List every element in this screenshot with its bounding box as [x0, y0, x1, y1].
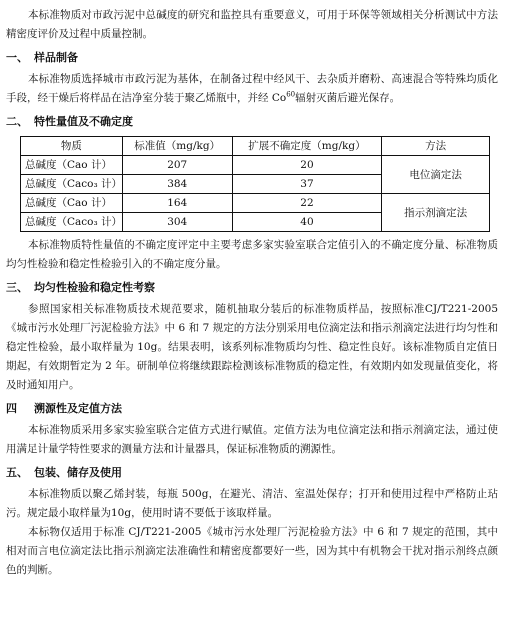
- substance-cell: 总碱度（Caco₃ 计）: [21, 213, 123, 232]
- section-4-paragraph: 本标准物质采用多家实验室联合定值方式进行赋值。定值方法为电位滴定法和指示剂滴定法，通过使用满足计量学特性要求的测量方法和计量器具，保证标准物质的溯源性。: [6, 424, 498, 455]
- table-row: [21, 156, 490, 175]
- section-number: 二、: [6, 115, 28, 128]
- section-2-note: 本标准物质特性量值的不确定度评定中主要考虑多家实验室联合定值引入的不确定度分量、标准物质均匀性检验和稳定性检验引入的不确定度分量。: [6, 239, 498, 270]
- value-cell: 207: [122, 156, 232, 175]
- section-1-heading: [6, 48, 498, 68]
- section-4-heading: [6, 399, 498, 419]
- table-row: [21, 194, 490, 213]
- uncertainty-cell: 20: [232, 156, 382, 175]
- value-cell: 384: [122, 175, 232, 194]
- section-5-paragraph-2: 本标物仅适用于标准 CJ/T221-2005《城市污水处理厂污泥检验方法》中 6 和 7 规定的范围，其中相对而言电位滴定法比指示剂滴定法准确性和精密度都要好一些，因为其中有机物会干扰对指示剂终点颜色的判断。: [6, 526, 498, 576]
- section-3-heading: [6, 278, 498, 298]
- section-5-heading: [6, 463, 498, 483]
- uncertainty-cell: 37: [232, 175, 382, 194]
- substance-cell: 总碱度（Cao 计）: [21, 156, 123, 175]
- section-title: 溯源性及定值方法: [34, 402, 122, 415]
- section-2-heading: [6, 112, 498, 132]
- header-cell: 标准值（mg/kg）: [122, 137, 232, 156]
- section-1-paragraph: [6, 70, 498, 108]
- table-header-row: [21, 137, 490, 156]
- value-cell: 164: [122, 194, 232, 213]
- section-number: 四: [6, 402, 17, 415]
- text-fragment: 本标准物质选择城市市政污泥为基体，在制备过程中经风干、去杂质并磨粉、高速混合等特殊均质化手段，经干燥后将样品在洁净室分装于聚乙烯瓶中，并经 Co: [6, 73, 498, 104]
- header-cell: 扩展不确定度（mg/kg）: [232, 137, 382, 156]
- section-3-paragraph: 参照国家相关标准物质技术规范要求，随机抽取分装后的标准物质样品，按照标准CJ/T221-2005《城市污水处理厂污泥检验方法》中 6 和 7 规定的方法分别采用电位滴定法和指示剂滴定法进行均匀性和稳定性检验，最小取样量为 10g。结果表明，该系列标准物质均匀性、稳定性良好。该标准物质自定值日期起，有效期暂定为 2 年。研制单位将继续跟踪检测该标准物质的稳定性，有效期内如发现量值变化，将及时通知用户。: [6, 303, 498, 391]
- intro-paragraph: 本标准物质对市政污泥中总碱度的研究和监控具有重要意义，可用于环保等领域相关分析测试中方法精密度评价及过程中质量控制。: [6, 9, 498, 40]
- superscript-60: 60: [286, 90, 296, 99]
- section-number: 三、: [6, 281, 28, 294]
- uncertainty-cell: 22: [232, 194, 382, 213]
- method-cell: 指示剂滴定法: [382, 194, 490, 232]
- substance-cell: 总碱度（Cao 计）: [21, 194, 123, 213]
- section-title: 包装、储存及使用: [34, 466, 122, 479]
- property-values-table: [20, 136, 490, 232]
- substance-cell: 总碱度（Caco₃ 计）: [21, 175, 123, 194]
- section-title: 样品制备: [34, 51, 78, 64]
- section-number: 一、: [6, 51, 28, 64]
- section-title: 均匀性检验和稳定性考察: [34, 281, 155, 294]
- section-5-paragraph-1: 本标准物质以聚乙烯封装，每瓶 500g，在避光、清洁、室温处保存；打开和使用过程中严格防止玷污。规定最小取样量为10g，使用时请不要低于该取样量。: [6, 488, 498, 519]
- section-number: 五、: [6, 466, 28, 479]
- header-cell: 物质: [21, 137, 123, 156]
- method-cell: 电位滴定法: [382, 156, 490, 194]
- section-title: 特性量值及不确定度: [34, 115, 133, 128]
- header-cell: 方法: [382, 137, 490, 156]
- value-cell: 304: [122, 213, 232, 232]
- uncertainty-cell: 40: [232, 213, 382, 232]
- text-fragment: 辐射灭菌后避光保存。: [295, 92, 401, 104]
